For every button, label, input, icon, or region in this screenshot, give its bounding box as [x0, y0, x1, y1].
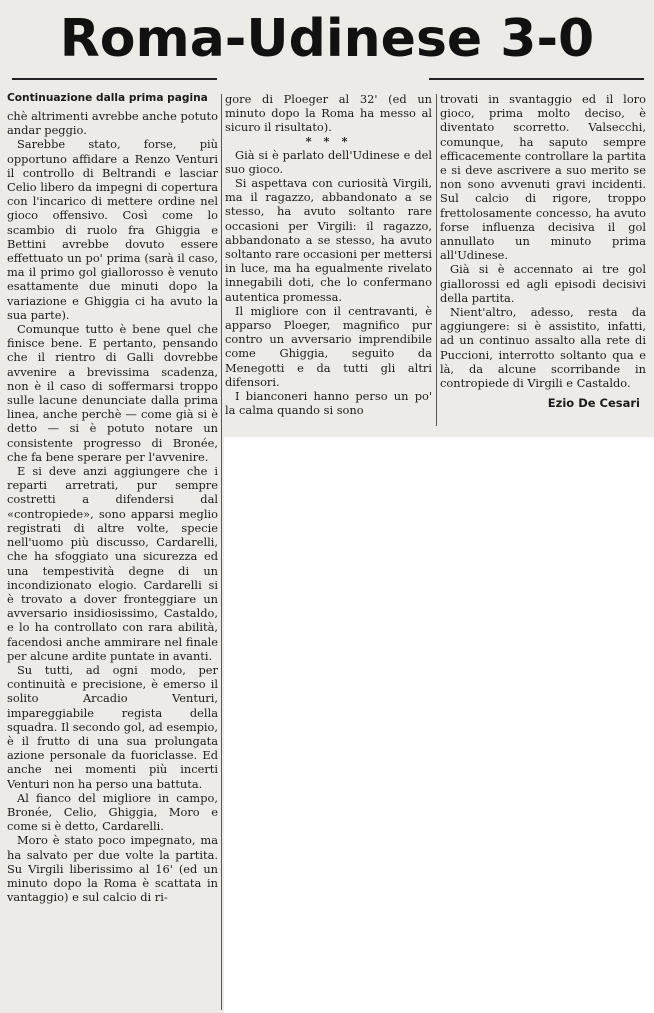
column-divider-2: [436, 94, 437, 426]
continuation-subhead: Continuazione dalla prima pagina: [7, 92, 208, 104]
column-divider-1: [221, 94, 222, 1010]
paragraph: Sarebbe stato, forse, più opportuno affidare a Renzo Venturi il controllo di Beltrandi e lasciar Celio libero da impegni di copertura con l'incarico di mettere ordine nel gioco offensivo. Così come lo scambio di ruolo fra Ghiggia e Bettini avrebbe dovuto essere effettuato un po' prima (sarà il caso, ma il primo gol giallorosso è venuto esattamente due minuti dopo la variazione e Ghiggia ci ha avuto la sua parte).: [7, 137, 218, 322]
article-column-2: [225, 92, 432, 417]
paragraph: Su tutti, ad ogni modo, per continuità e precisione, è emerso il solito Arcadio Venturi, impareggiabile regista della squadra. Il secondo gol, ad esempio, è il frutto di una sua prolungata azione personale da fuoriclasse. Ed anche nei momenti più incerti Venturi non ha perso una battuta.: [7, 662, 219, 791]
section-separator: * * *: [305, 133, 352, 148]
paragraph: Il migliore con il centravanti, è apparso Ploeger, magnifico pur contro un avversario imprendibile come Ghiggia, seguito da Menegotti e da tutti gli altri difensori.: [225, 303, 432, 389]
paragraph: gore di Ploeger al 32' (ed un minuto dopo la Roma ha messo al sicuro il risultato).: [225, 92, 432, 135]
paragraph: Al fianco del migliore in campo, Bronée, Celio, Ghiggia, Moro e come si è detto, Cardarelli.: [7, 790, 218, 834]
headline: Roma-Udinese 3-0: [59, 9, 595, 69]
headline-rule-right: [429, 78, 644, 80]
paragraph: Comunque tutto è bene quel che finisce bene. E pertanto, pensando che il rientro di Galli dovrebbe avvenire a brevissima scadenza, non è il caso di soffermarsi troppo sulle lacune denunciate dalla prima linea, anche perchè — come già si è detto — si è potuto notare un consistente progresso di Bronée, che fa bene sperare per l'avvenire.: [7, 322, 218, 464]
article-column-1: [7, 92, 218, 904]
paragraph: Si aspettava con curiosità Virgili, ma il ragazzo, abbandonato a se stesso, ha avuto soltanto rare occasioni per Virgili: il ragazzo, abbandonato a se stesso, ha avuto soltanto rare occasioni per mettersi in luce, ma ha egualmente rivelato innegabili doti, che lo confermano autentica promessa.: [225, 176, 432, 304]
paragraph: Già si è parlato dell'Udinese e del suo gioco.: [225, 147, 432, 176]
paragraph: trovati in svantaggio ed il loro gioco, prima molto deciso, è diventato scorretto. Valsecchi, comunque, ha saputo sempre efficacemente controllare la partita e si deve ascrivere a suo merito se non sono avvenuti gravi incidenti. Sul calcio di rigore, troppo frettolosamente concesso, ha avuto forse influenza decisiva il gol annullato un minuto prima all'Udinese.: [440, 92, 646, 263]
paragraph: Moro è stato poco impegnato, ma ha salvato per due volte la partita. Su Virgili liberissimo al 16' (ed un minuto dopo la Roma è scattata in vantaggio) e sul calcio di ri-: [7, 833, 218, 905]
paragraph: chè altrimenti avrebbe anche potuto andar peggio.: [7, 109, 218, 138]
author-signature: Ezio De Cesari: [547, 396, 640, 411]
paragraph: E si deve anzi aggiungere che i reparti arretrati, pur sempre costretti a difendersi dal «contropiede», sono apparsi meglio registrati di altre volte, specie nell'uomo più discusso, Cardarelli, che ha sfoggiato una sicurezza ed una tempestività degne di un incondizionato elogio. Cardarelli si è trovato a dover fronteggiare un avversario insidiosissimo, Castaldo, e lo ha controllato con rara abilità, facendosi anche ammirare nel finale per alcune ardite puntate in avanti.: [7, 464, 218, 663]
paragraph: I bianconeri hanno perso un po' la calma quando si sono: [225, 389, 432, 418]
paragraph: Nient'altro, adesso, resta da aggiungere: si è assistito, infatti, ad un continuo assalto alla rete di Puccioni, interrotto soltanto qua e là, da alcune scorribande in contropiede di Virgili e Castaldo.: [440, 305, 646, 391]
headline-rule-left: [12, 78, 217, 80]
paragraph: Già si è accennato ai tre gol giallorossi ed agli episodi decisivi della partita.: [440, 262, 646, 305]
article-column-3: [440, 92, 646, 410]
